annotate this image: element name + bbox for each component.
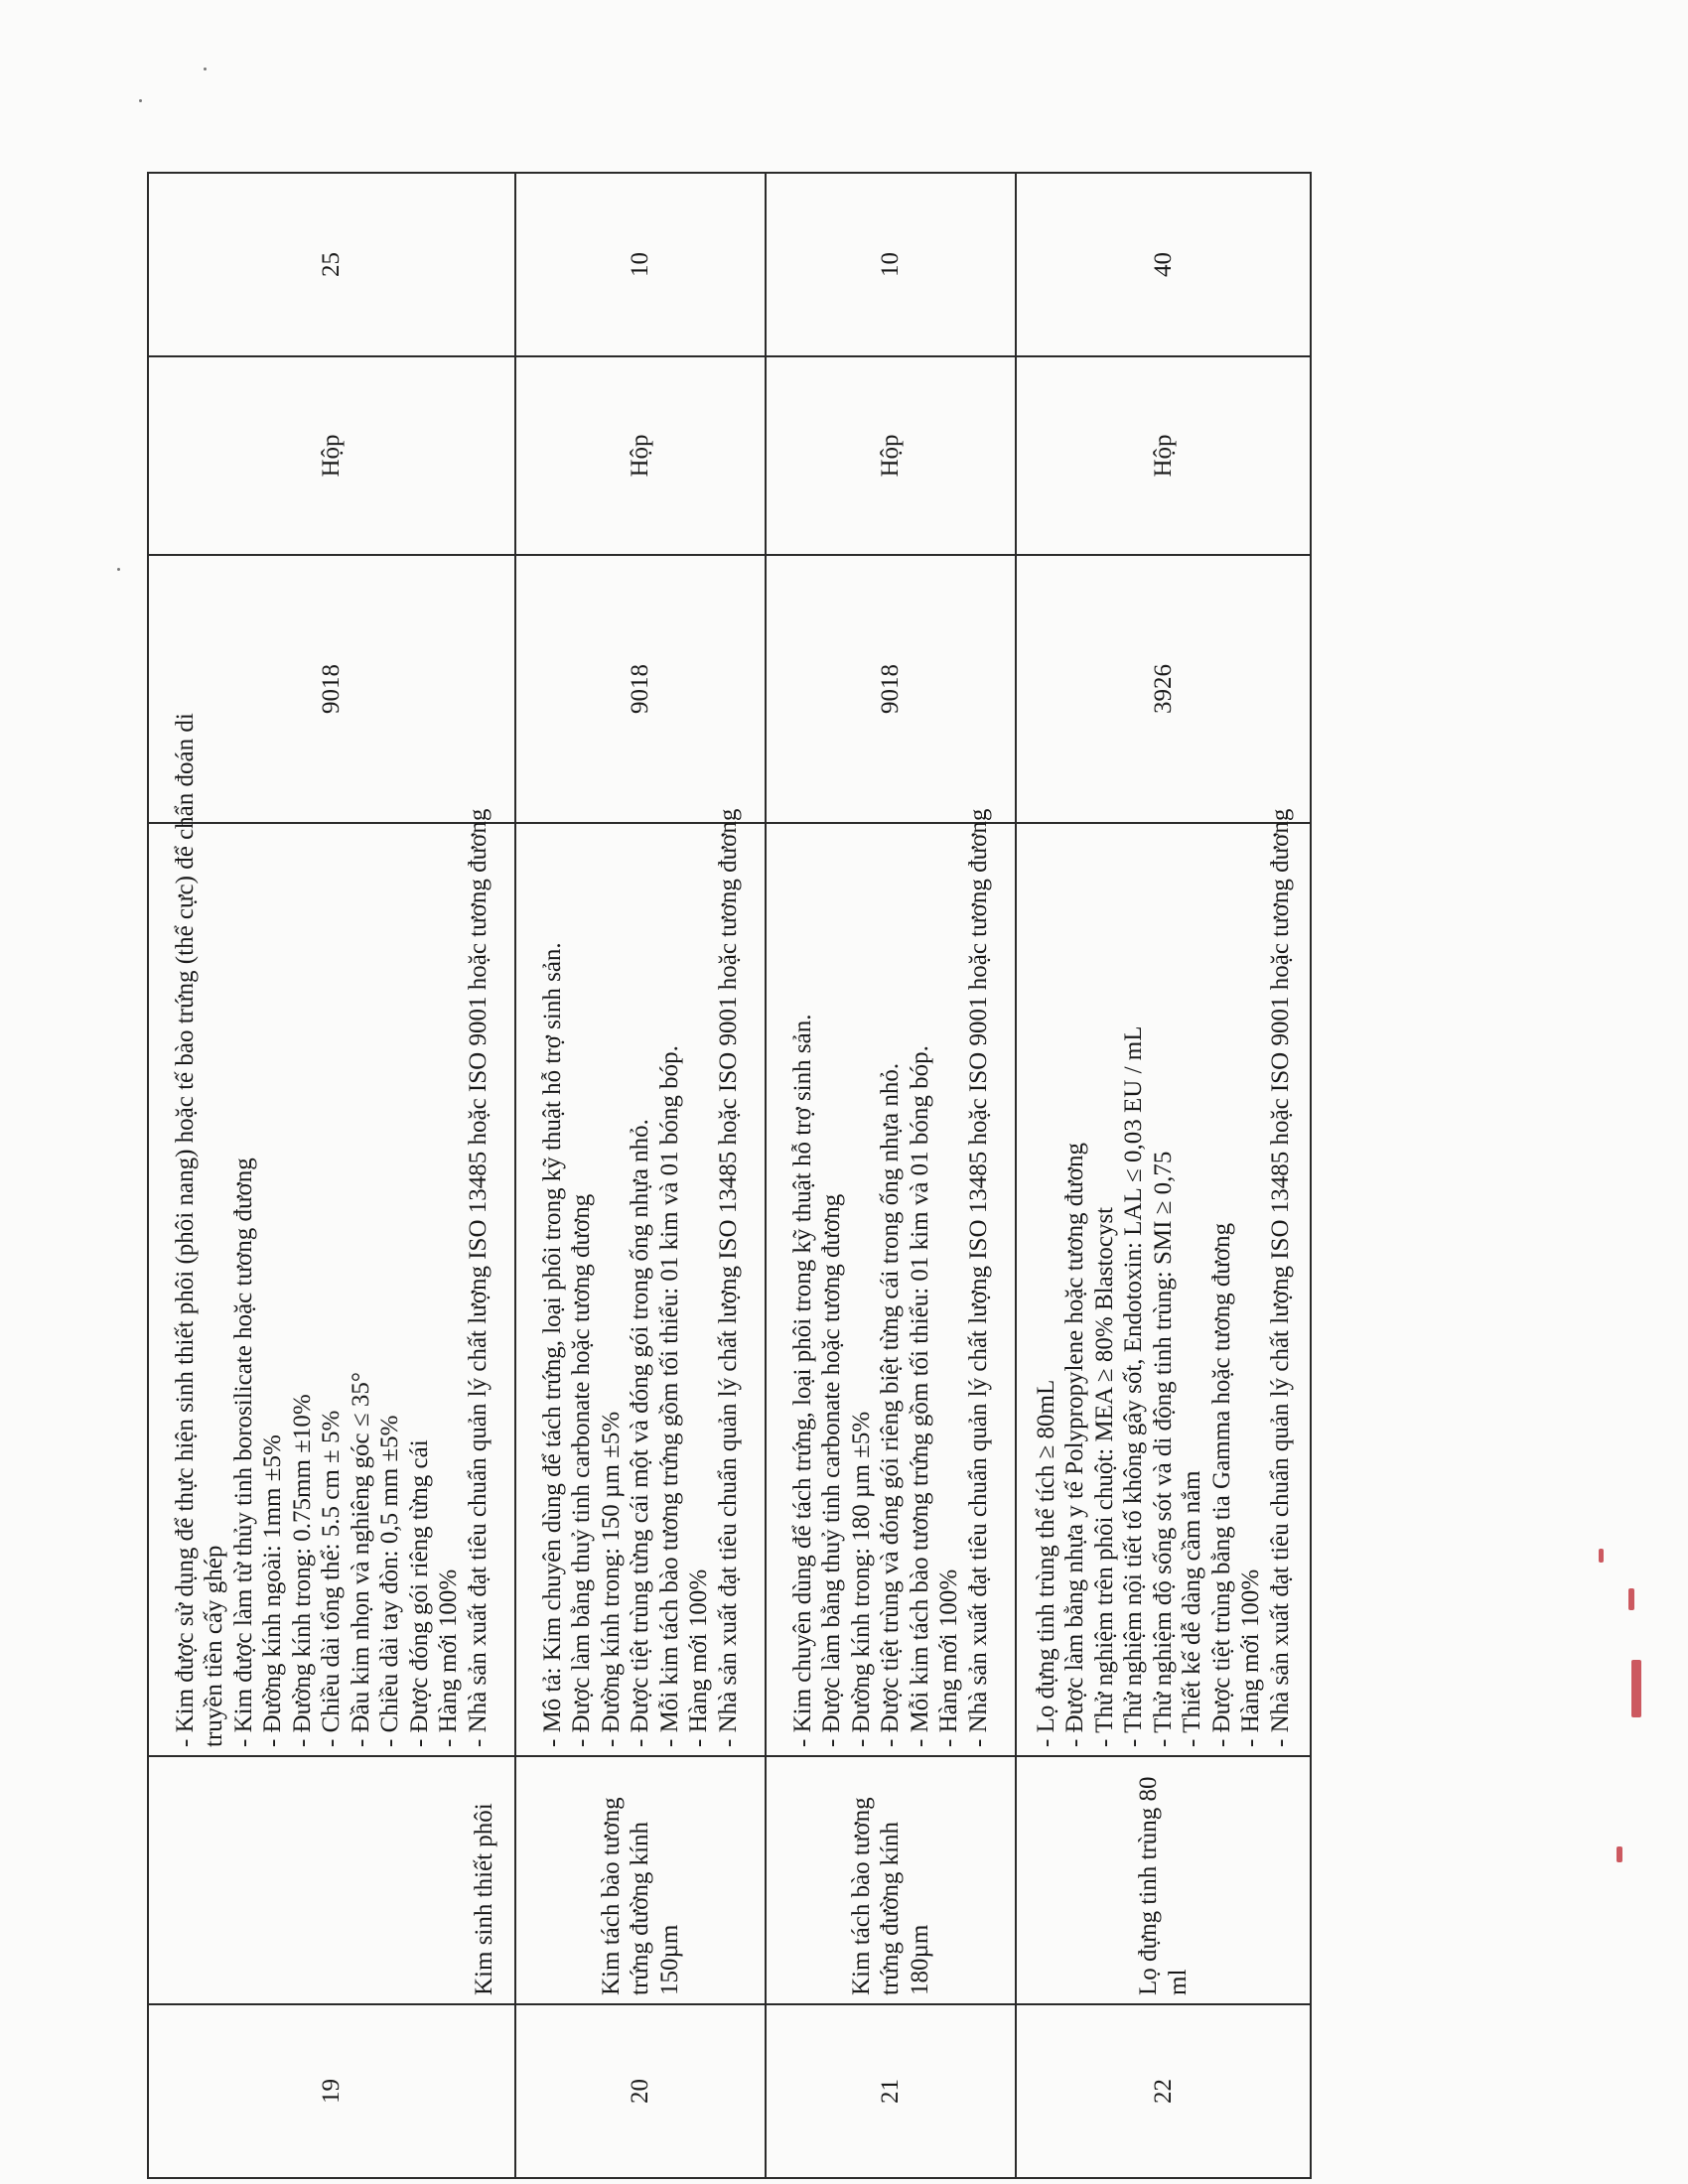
spec-line: - Được làm bằng thuỷ tinh carbonate hoặc tương đương <box>818 1193 846 1747</box>
spec-line: - Đường kính trong: 180 µm ±5% <box>847 1411 875 1747</box>
spec-line: - Nhà sản xuất đạt tiêu chuẩn quản lý chất lượng ISO 13485 hoặc ISO 9001 hoặc tương đương <box>464 808 492 1747</box>
spec-line: - Được tiệt trùng bằng tia Gamma hoặc tương đương <box>1207 1222 1235 1747</box>
spec-line: - Được tiệt trùng và đóng gói riêng biệt từng cái trong ống nhựa nhỏ. <box>877 1062 905 1747</box>
row-number: 19 <box>148 2004 515 2178</box>
unit: Hộp <box>766 356 1016 555</box>
spec-line: - Hàng mới 100% <box>685 1569 713 1747</box>
row-number: 21 <box>766 2004 1016 2178</box>
spec-line: - Chiều dài tay đòn: 0,5 mm ±5% <box>376 1415 404 1747</box>
quantity: 10 <box>766 173 1016 356</box>
spec-line: - Lọ đựng tinh trùng thể tích ≥ 80mL <box>1032 1379 1059 1747</box>
spec-line: - Thử nghiệm độ sống sót và di động tinh trùng: SMI ≥ 0,75 <box>1149 1151 1177 1747</box>
spec-line: - Mô tả: Kim chuyên dùng để tách trứng, loại phôi trong kỹ thuật hỗ trợ sinh sản. <box>538 942 566 1747</box>
hs-code: 9018 <box>766 555 1016 823</box>
hs-code: 3926 <box>1016 555 1311 823</box>
spec-line: - Được đóng gói riêng từng cái <box>405 1439 433 1747</box>
spec-line: - Kim được sử dụng để thực hiện sinh thiết phôi (phôi nang) hoặc tế bào trứng (thể cực) để chẩn đoán di <box>171 713 199 1747</box>
spec-line: - Đường kính ngoài: 1mm ±5% <box>259 1434 287 1747</box>
row-number: 20 <box>515 2004 766 2178</box>
quantity: 25 <box>148 173 515 356</box>
spec-line: - Được làm bằng thuỷ tinh carbonate hoặc tương đương <box>568 1193 596 1747</box>
spec-line: - Hàng mới 100% <box>435 1569 463 1747</box>
rotated-spec-table-wrapper <box>147 174 1338 2179</box>
red-pen-mark <box>1631 1660 1641 1717</box>
item-specification <box>766 808 1016 1756</box>
spec-line: - Đường kính trong: 0.75mm ±10% <box>288 1394 316 1747</box>
quantity: 10 <box>515 173 766 356</box>
unit: Hộp <box>148 356 515 555</box>
red-pen-mark <box>1628 1588 1634 1610</box>
red-pen-mark <box>1617 1846 1622 1862</box>
spec-line: - Chiều dài tổng thể: 5.5 cm ± 5% <box>318 1410 346 1747</box>
table-row <box>148 173 515 2178</box>
spec-line: - Mỗi kim tách bào tương trứng gồm tối thiểu: 01 kim và 01 bóng bóp. <box>906 1045 933 1747</box>
quantity: 40 <box>1016 173 1311 356</box>
scan-speck <box>139 99 142 102</box>
spec-line: - Nhà sản xuất đạt tiêu chuẩn quản lý chất lượng ISO 13485 hoặc ISO 9001 hoặc tương đương <box>714 808 742 1747</box>
unit: Hộp <box>515 356 766 555</box>
item-specification <box>148 713 515 1756</box>
item-name: Lọ đựng tinh trùng 80 ml <box>1016 1756 1311 2004</box>
item-specification <box>515 808 766 1756</box>
spec-line: - Mỗi kim tách bào tương trứng gồm tối thiểu: 01 kim và 01 bóng bóp. <box>655 1045 683 1747</box>
spec-line: - Được làm bằng nhựa y tế Polypropylene hoặc tương đương <box>1061 1142 1089 1747</box>
equipment-spec-table <box>147 172 1312 2179</box>
table-row <box>766 173 1016 2178</box>
spec-line: truyền tiền cấy ghép <box>201 1545 228 1747</box>
spec-line: - Hàng mới 100% <box>935 1569 963 1747</box>
spec-line: - Thử nghiệm nội tiết tố không gây sốt, Endotoxin: LAL ≤ 0,03 EU / mL <box>1120 1025 1148 1747</box>
spec-line: - Được tiệt trùng từng cái một và đóng gói trong ống nhựa nhỏ. <box>627 1119 654 1747</box>
hs-code: 9018 <box>515 555 766 823</box>
spec-line: - Kim được làm từ thủy tinh borosilicate hoặc tương đương <box>229 1158 257 1747</box>
spec-line: - Kim chuyên dùng để tách trứng, loại phôi trong kỹ thuật hỗ trợ sinh sản. <box>788 1014 816 1747</box>
unit: Hộp <box>1016 356 1311 555</box>
item-name: Kim tách bào tương trứng đường kính 150µm <box>515 1756 766 2004</box>
item-specification <box>1016 808 1311 1756</box>
spec-line: - Đường kính trong: 150 µm ±5% <box>597 1411 625 1747</box>
spec-line: - Thử nghiệm trên phôi chuột: MEA ≥ 80% Blastocyst <box>1090 1206 1118 1747</box>
spec-line: - Hàng mới 100% <box>1237 1569 1265 1747</box>
hs-code: 9018 <box>148 555 515 823</box>
table-row <box>1016 173 1311 2178</box>
item-name: Kim tách bào tương trứng đường kính 180µm <box>766 1756 1016 2004</box>
row-number: 22 <box>1016 2004 1311 2178</box>
table-row <box>515 173 766 2178</box>
spec-line: - Thiết kế dễ dàng cầm nắm <box>1179 1470 1206 1747</box>
spec-line: - Nhà sản xuất đạt tiêu chuẩn quản lý chất lượng ISO 13485 hoặc ISO 9001 hoặc tương đương <box>964 808 992 1747</box>
spec-line: - Nhà sản xuất đạt tiêu chuẩn quản lý chất lượng ISO 13485 hoặc ISO 9001 hoặc tương đương <box>1266 808 1294 1747</box>
red-pen-mark <box>1599 1549 1604 1563</box>
scan-speck <box>204 68 207 70</box>
item-name: Kim sinh thiết phôi <box>148 1756 515 2004</box>
scan-speck <box>117 568 120 571</box>
spec-line: - Đầu kim nhọn và nghiêng góc ≤ 35° <box>347 1372 374 1747</box>
